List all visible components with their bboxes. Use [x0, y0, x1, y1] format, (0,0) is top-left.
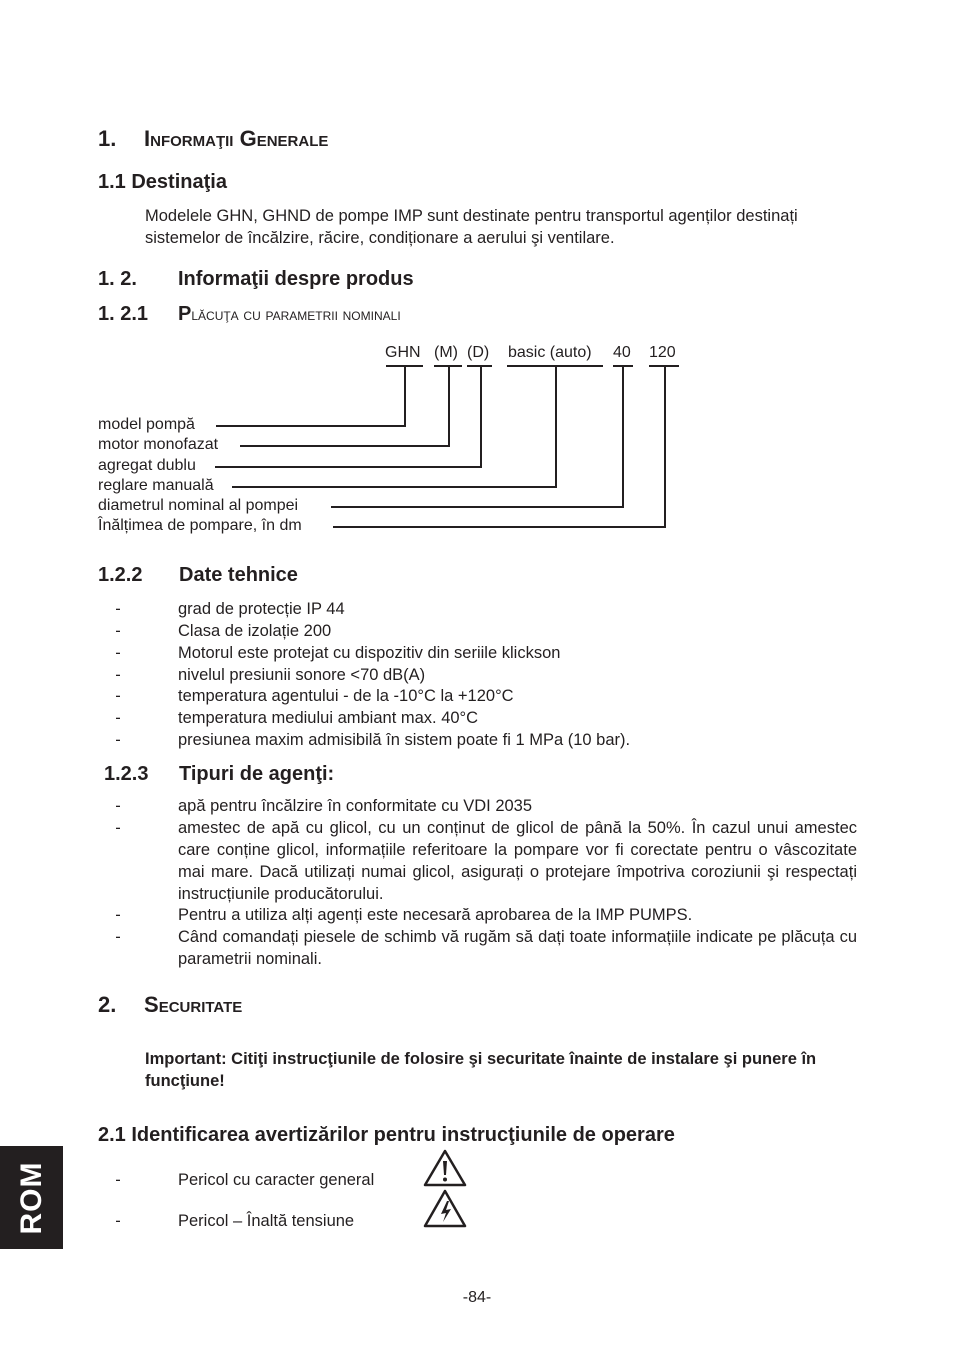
subsection-heading-tipuri-agenti: 1.2.3 Tipuri de agenţi: [104, 763, 335, 785]
nameplate-label: model pompă [98, 416, 195, 433]
nameplate-code-basic: basic (auto) [508, 344, 592, 361]
nameplate-code-40: 40 [613, 344, 631, 361]
section-2-heading: 2. Securitate [98, 992, 243, 1017]
section-1-heading: 1. Informaţii Generale [98, 126, 329, 151]
nameplate-label: motor monofazat [98, 436, 219, 453]
nameplate-label: Înălțimea de pompare, în dm [98, 517, 302, 534]
nameplate-code-d: (D) [467, 344, 490, 361]
nameplate-label: agregat dublu [98, 457, 196, 474]
subsection-heading-avertizari: 2.1 Identificarea avertizărilor pentru instrucţiunile de operare [98, 1124, 675, 1146]
nameplate-label: diametrul nominal al pompei [98, 497, 299, 514]
subsection-heading-date-tehnice: 1.2.2 Date tehnice [98, 564, 298, 586]
warning-list: - Pericol cu caracter general - Pericol – Înaltă tensiune [115, 1171, 375, 1230]
destinatia-paragraph: Modelele GHN, GHND de pompe IMP sunt destinate pentru transportul agenților destinați sistemelor de încălzire, răcire, condiționare a aerului şi ventilare. [145, 207, 798, 247]
language-tab-label: ROM [14, 1161, 48, 1234]
section-number: 1.2.3 [104, 763, 149, 785]
nameplate-code-ghn: GHN [385, 344, 421, 361]
section-number: 1. 2.1 [98, 303, 149, 325]
high-voltage-icon [422, 1188, 468, 1230]
nameplate-label: reglare manuală [98, 477, 214, 494]
section-number: 1. [98, 126, 117, 151]
nameplate-code-120: 120 [649, 344, 676, 361]
general-danger-icon [422, 1148, 468, 1188]
section-number: 2. [98, 992, 117, 1017]
tipuri-agenti-list: - apă pentru încălzire în conformitate cu VDI 2035 - amestec de apă cu glicol, cu un conținut de glicol de până la 50%. În cazul unui amestec care conține glicol, informațiile referitoare la pompare vor fi corectate pentru o vâscozitate mai mare. Dacă utilizați numai glicol, asigurați o protejare împotriva coroziunii şi respectați instrucțiunile producătorului. - Pentru a utiliza alți agenți este necesară aprobarea de la IMP PUMPS. - Când comandați piesele de schimb vă rugăm să dați toate informațiile indicate pe plăcuța cu parametrii nominali. [115, 797, 857, 968]
subsection-heading-produs: 1. 2. Informaţii despre produs [98, 268, 414, 290]
language-tab [0, 1146, 63, 1249]
subsection-heading-destinatia: 1.1 Destinaţia [98, 171, 227, 193]
section-number: 1.2.2 [98, 564, 143, 586]
page-number: -84- [462, 1289, 492, 1306]
section-number: 1. 2. [98, 268, 137, 290]
nameplate-code-m: (M) [434, 344, 458, 361]
date-tehnice-list: - grad de protecție IP 44 - Clasa de izolație 200 - Motorul este protejat cu dispozitiv din seriile klickson - nivelul presiunii sonore <70 dB(A) - temperatura agentului - de la -10°C la +120°C - temperatura mediului ambiant max. 40°C - presiunea maxim admisibilă în sistem poate fi 1 MPa (10 bar). [115, 600, 631, 749]
important-notice: Important: Citiţi instrucţiunile de folosire şi securitate înainte de instalare şi punere în funcţiune! [145, 1050, 817, 1090]
subsection-heading-placuta: 1. 2.1 Plăcuţa cu parametrii nominali [98, 303, 401, 325]
nameplate-lines [0, 0, 954, 560]
